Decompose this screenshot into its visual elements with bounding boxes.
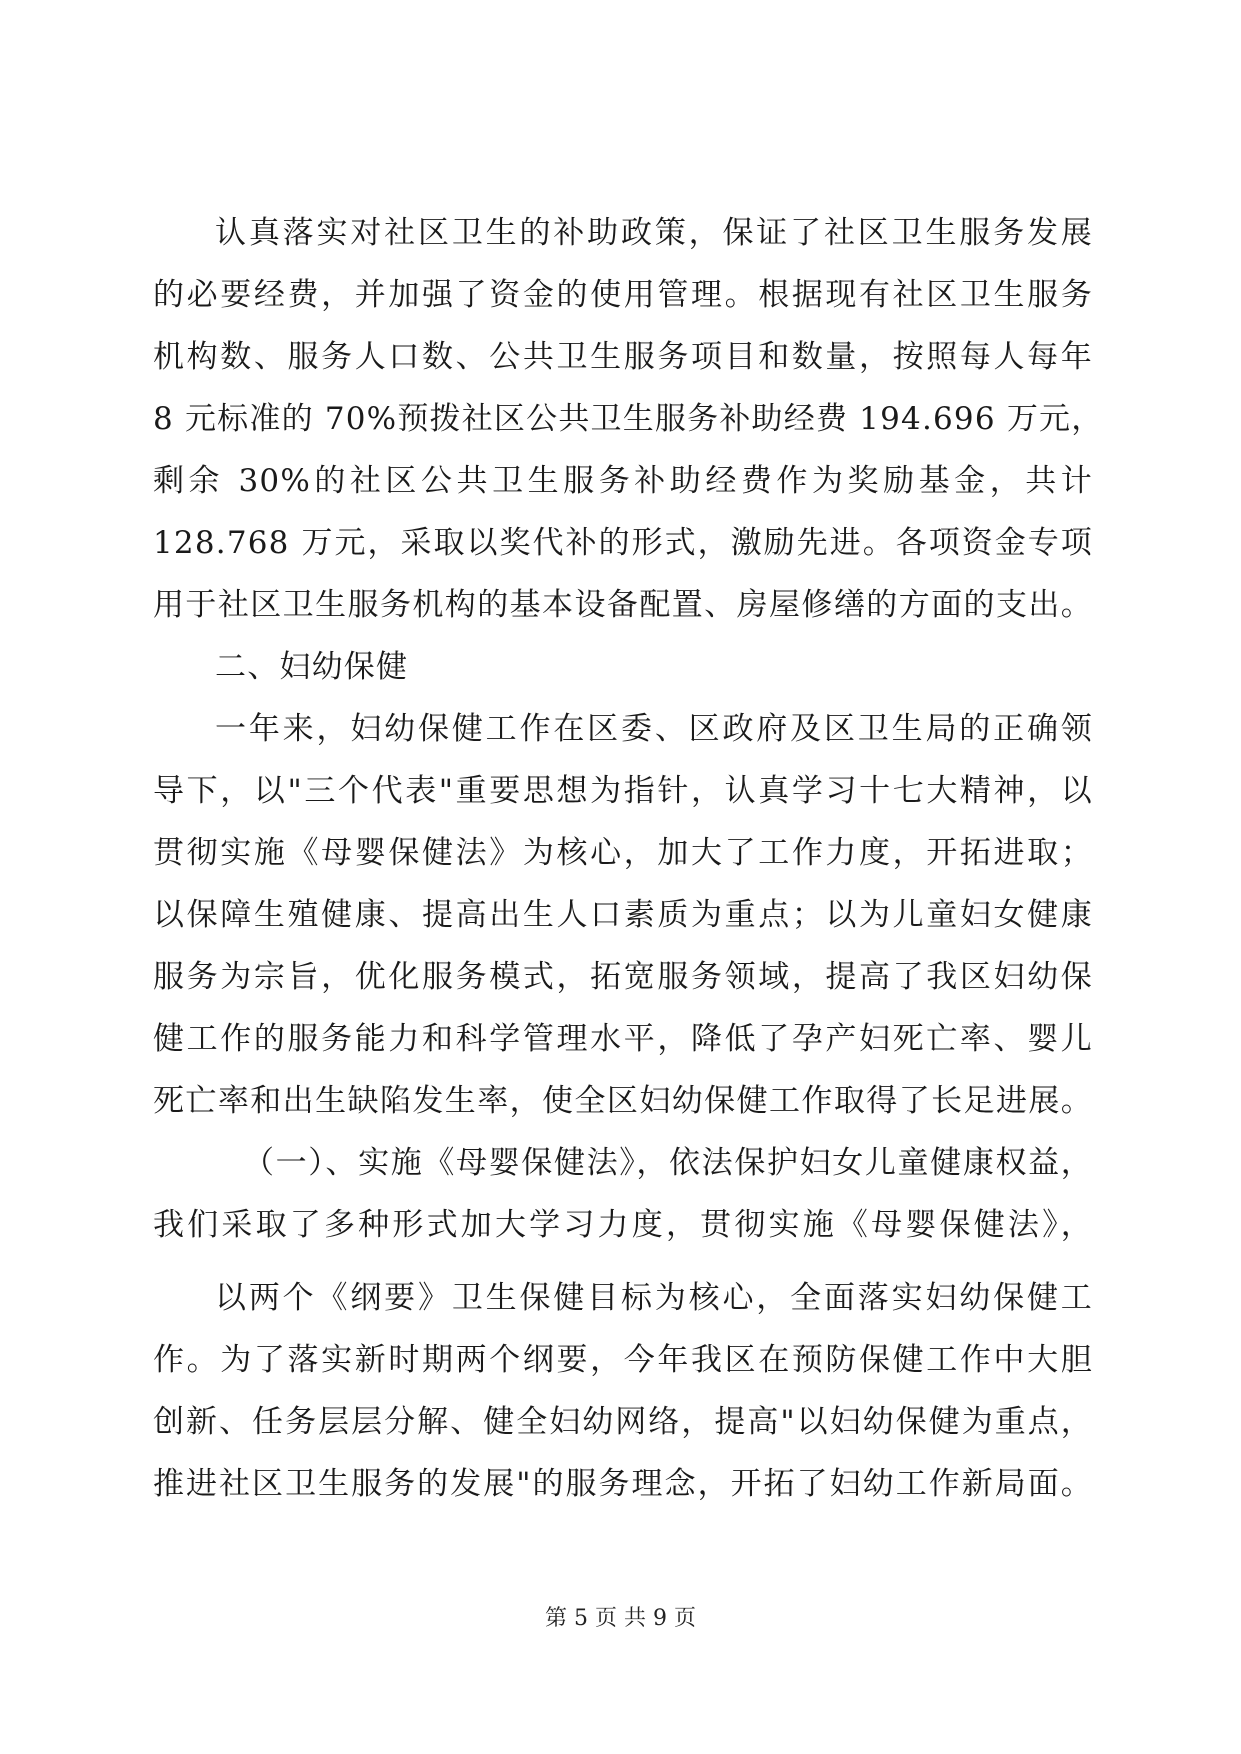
paragraph-line: 导下，以"三个代表"重要思想为指针，认真学习十七大精神，以	[153, 773, 1093, 809]
paragraph-line: 作。为了落实新时期两个纲要，今年我区在预防保健工作中大胆	[153, 1342, 1093, 1378]
paragraph-line: 128.768 万元，采取以奖代补的形式，激励先进。各项资金专项	[153, 525, 1093, 561]
paragraph-line: 的必要经费，并加强了资金的使用管理。根据现有社区卫生服务	[153, 277, 1093, 313]
paragraph-line: 死亡率和出生缺陷发生率，使全区妇幼保健工作取得了长足进展。	[153, 1083, 1093, 1119]
section-heading: 二、妇幼保健	[215, 649, 409, 685]
paragraph-line: 健工作的服务能力和科学管理水平，降低了孕产妇死亡率、婴儿	[153, 1021, 1093, 1057]
paragraph-line: 8 元标准的 70%预拨社区公共卫生服务补助经费 194.696 万元，	[153, 401, 1104, 437]
paragraph-line: 机构数、服务人口数、公共卫生服务项目和数量，按照每人每年	[153, 339, 1093, 375]
paragraph-line: 用于社区卫生服务机构的基本设备配置、房屋修缮的方面的支出。	[153, 587, 1093, 623]
paragraph-line: 创新、任务层层分解、健全妇幼网络，提高"以妇幼保健为重点，	[153, 1404, 1093, 1440]
paragraph-line: 推进社区卫生服务的发展"的服务理念，开拓了妇幼工作新局面。	[153, 1466, 1093, 1502]
paragraph-line: 我们采取了多种形式加大学习力度，贯彻实施《母婴保健法》，	[153, 1207, 1093, 1243]
paragraph-line: 服务为宗旨，优化服务模式，拓宽服务领域，提高了我区妇幼保	[153, 959, 1093, 995]
paragraph-line: 剩余 30%的社区公共卫生服务补助经费作为奖励基金，共计	[153, 463, 1093, 499]
page-number-footer: 第 5 页 共 9 页	[545, 1606, 696, 1631]
paragraph-line: 贯彻实施《母婴保健法》为核心，加大了工作力度，开拓进取；	[153, 835, 1093, 871]
paragraph-line: （一）、实施《母婴保健法》，依法保护妇女儿童健康权益，	[243, 1145, 1093, 1181]
paragraph-line: 以两个《纲要》卫生保健目标为核心，全面落实妇幼保健工	[215, 1280, 1093, 1316]
paragraph-line: 以保障生殖健康、提高出生人口素质为重点；以为儿童妇女健康	[153, 897, 1093, 933]
paragraph-line: 认真落实对社区卫生的补助政策，保证了社区卫生服务发展	[215, 215, 1093, 251]
paragraph-line: 一年来，妇幼保健工作在区委、区政府及区卫生局的正确领	[215, 711, 1093, 747]
